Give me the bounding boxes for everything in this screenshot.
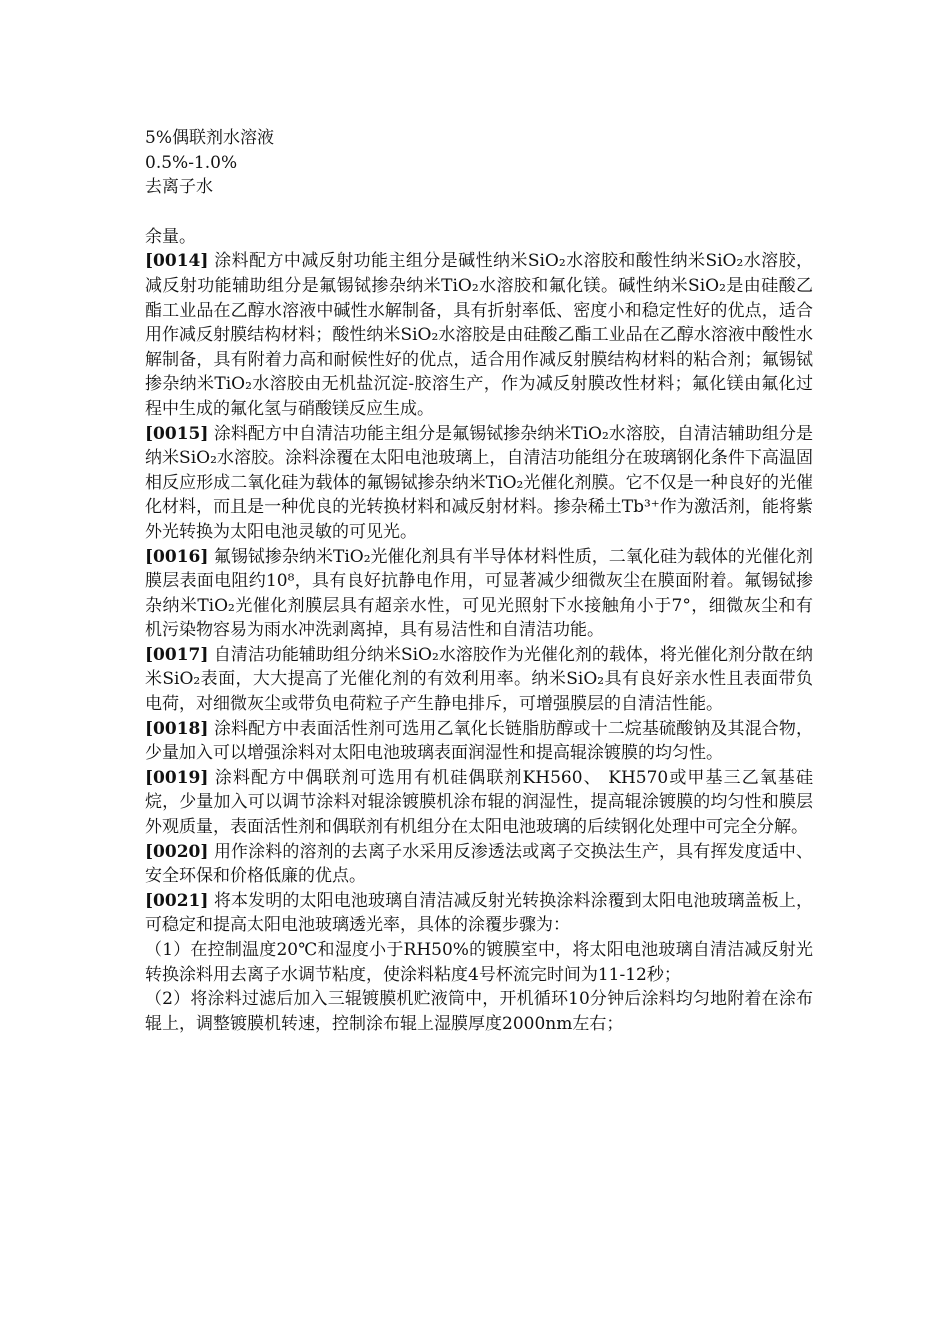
paragraph-0014 xyxy=(145,249,813,421)
paragraph-number: [0018] xyxy=(145,718,209,739)
step-2: （2）将涂料过滤后加入三辊镀膜机贮液筒中，开机循环10分钟后涂料均匀地附着在涂布辊上，调整镀膜机转速，控制涂布辊上湿膜厚度2000nm左右； xyxy=(145,989,813,1034)
paragraph-number: [0020] xyxy=(145,841,209,862)
paragraph-0019 xyxy=(145,766,813,840)
paragraph-text: 自清洁功能辅助组分纳米SiO₂水溶胶作为光催化剂的载体，将光催化剂分散在纳米SiO₂表面，大大提高了光催化剂的有效利用率。纳米SiO₂具有良好亲水性且表面带负电荷，对细微灰尘或带负电荷粒子产生静电排斥，可增强膜层的自清洁性能。 xyxy=(145,644,813,715)
paragraph-number: [0017] xyxy=(145,644,209,665)
paragraph-text: 将本发明的太阳电池玻璃自清洁减反射光转换涂料涂覆到太阳电池玻璃盖板上，可稳定和提高太阳电池玻璃透光率，具体的涂覆步骤为： xyxy=(145,890,814,936)
paragraph-text: 氟锡铽掺杂纳米TiO₂光催化剂具有半导体材料性质，二氧化硅为载体的光催化剂膜层表面电阻约10⁸，具有良好抗静电作用，可显著减少细微灰尘在膜面附着。氟锡铽掺杂纳米TiO₂光催化剂膜层具有超亲水性，可见光照射下水接触角小于7°，细微灰尘和有机污染物容易为雨水冲洗剥离掉，具有易洁性和自清洁功能。 xyxy=(145,546,814,641)
paragraph-number: [0014] xyxy=(145,251,209,272)
intro-line: 去离子水 xyxy=(145,177,213,198)
paragraph-0017 xyxy=(145,643,813,717)
intro-line: 5%偶联剂水溶液 xyxy=(145,128,274,148)
paragraph-text: 涂料配方中表面活性剂可选用乙氧化长链脂肪醇或十二烷基硫酸钠及其混合物，少量加入可以增强涂料对太阳电池玻璃表面润湿性和提高辊涂镀膜的均匀性。 xyxy=(145,718,814,764)
paragraph-0021 xyxy=(145,889,813,938)
paragraph-text: 涂料配方中偶联剂可选用有机硅偶联剂KH560、 KH570或甲基三乙氧基硅烷，少量加入可以调节涂料对辊涂镀膜机涂布辊的润湿性，提高辊涂镀膜的均匀性和膜层外观质量，表面活性剂和偶联剂有机组分在太阳电池玻璃的后续钢化处理中可完全分解。 xyxy=(145,767,814,838)
intro-line: 0.5%-1.0% xyxy=(145,152,238,173)
paragraph-text: 涂料配方中自清洁功能主组分是氟锡铽掺杂纳米TiO₂水溶胶，自清洁辅助组分是纳米SiO₂水溶胶。涂料涂覆在太阳电池玻璃上，自清洁功能组分在玻璃钢化条件下高温固相反应形成二氧化硅为载体的氟锡铽掺杂纳米TiO₂光催化剂膜。它不仅是一种良好的光催化材料，而且是一种优良的光转换材料和减反射材料。掺杂稀土Tb³⁺作为激活剂，能将紫外光转换为太阳电池灵敏的可见光。 xyxy=(145,423,814,542)
paragraph-0015 xyxy=(145,422,813,545)
paragraph-0018 xyxy=(145,717,813,766)
intro-line: 余量。 xyxy=(145,226,196,247)
paragraph-number: [0021] xyxy=(145,890,209,911)
paragraph-text: 涂料配方中减反射功能主组分是碱性纳米SiO₂水溶胶和酸性纳米SiO₂水溶胶，减反射功能辅助组分是氟锡铽掺杂纳米TiO₂水溶胶和氟化镁。碱性纳米SiO₂是由硅酸乙酯工业品在乙醇水溶液中碱性水解制备，具有折射率低、密度小和稳定性好的优点，适合用作减反射膜结构材料；酸性纳米SiO₂水溶胶是由硅酸乙酯工业品在乙醇水溶液中酸性水解制备，具有附着力高和耐候性好的优点，适合用作减反射膜结构材料的粘合剂；氟锡铽掺杂纳米TiO₂水溶胶由无机盐沉淀-胶溶生产，作为减反射膜改性材料；氟化镁由氟化过程中生成的氟化氢与硝酸镁反应生成。 xyxy=(145,251,813,419)
paragraph-text: 用作涂料的溶剂的去离子水采用反渗透法或离子交换法生产，具有挥发度适中、安全环保和价格低廉的优点。 xyxy=(145,841,814,887)
paragraph-number: [0016] xyxy=(145,546,209,567)
paragraph-0020 xyxy=(145,840,813,889)
document-body xyxy=(145,126,813,1036)
step-1: （1）在控制温度20℃和湿度小于RH50%的镀膜室中，将太阳电池玻璃自清洁减反射光转换涂料用去离子水调节粘度，使涂料粘度4号杯流完时间为11-12秒； xyxy=(145,940,813,985)
paragraph-number: [0015] xyxy=(145,423,209,444)
paragraph-0016 xyxy=(145,545,813,643)
paragraph-number: [0019] xyxy=(145,767,209,788)
